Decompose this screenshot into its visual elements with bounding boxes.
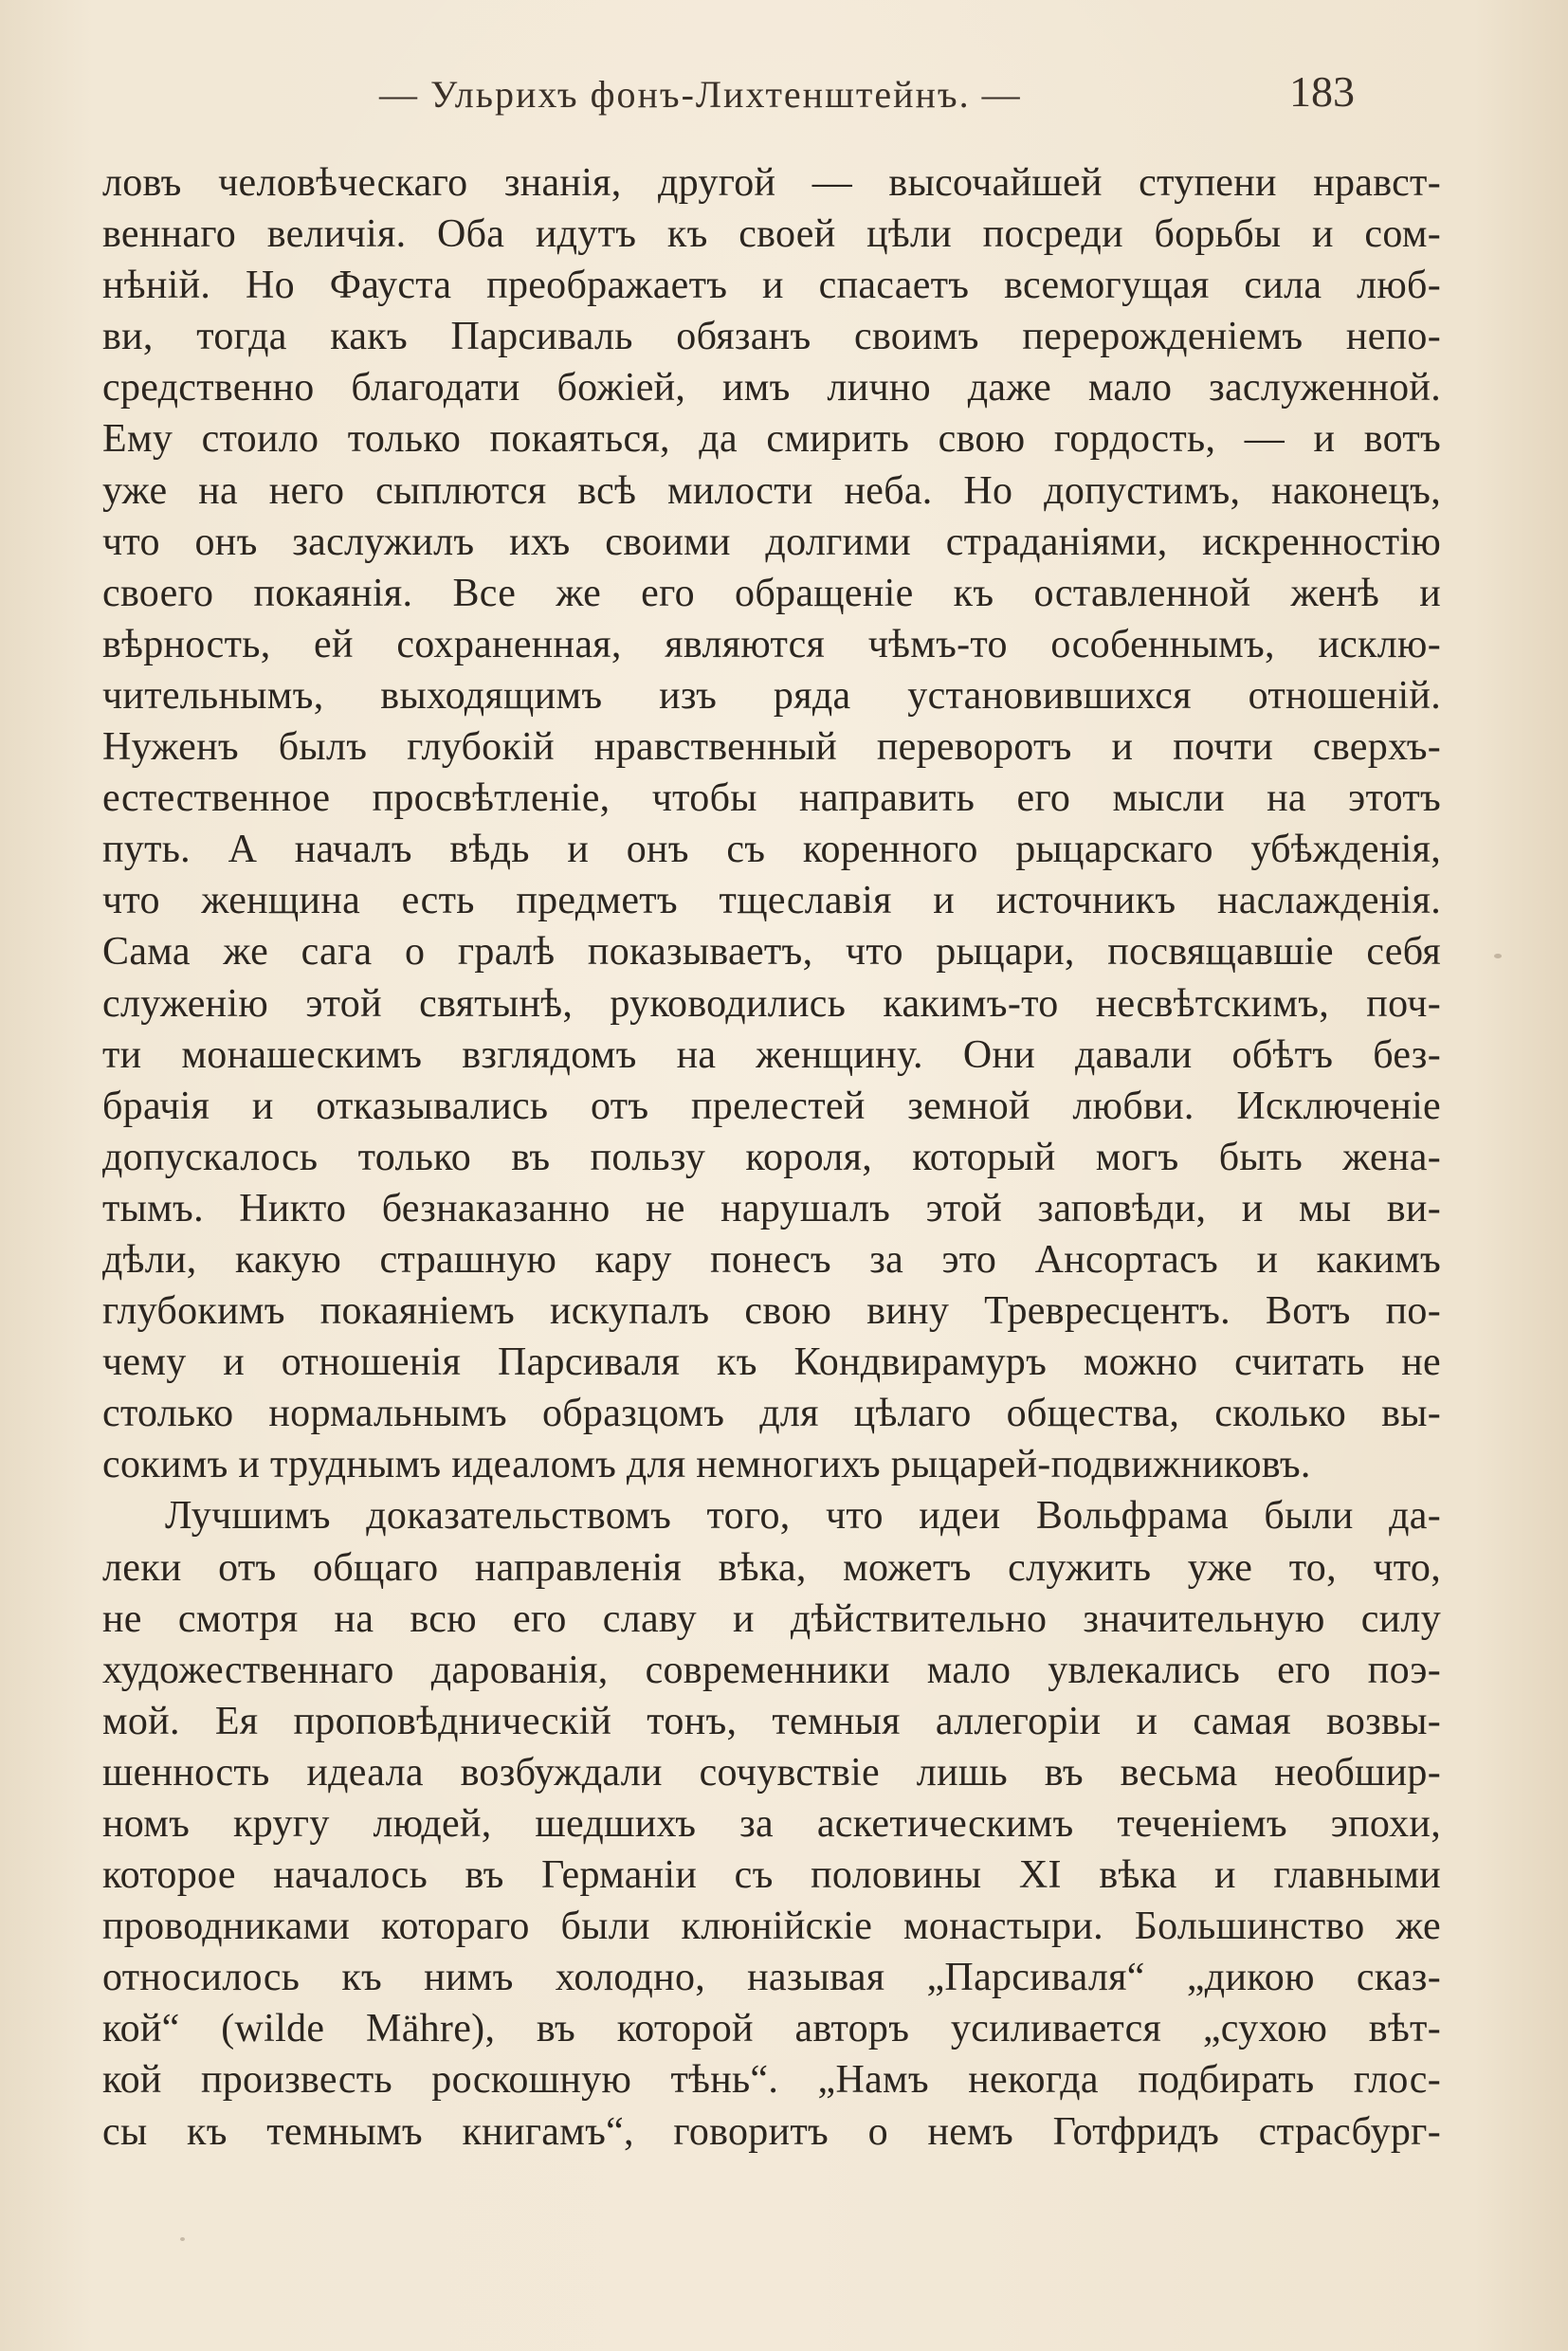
text-line: шенность идеала возбуждали сочувствіе лишь въ весьма необшир- xyxy=(102,1750,1441,1795)
text-line: Нуженъ былъ глубокій нравственный переворотъ и почти сверхъ- xyxy=(102,725,1441,770)
text-line: сокимъ и труднымъ идеаломъ для немногихъ рыцарей-подвижниковъ. xyxy=(102,1443,1311,1487)
text-line: столько нормальнымъ образцомъ для цѣлаго общества, сколько вы- xyxy=(102,1392,1441,1436)
text-line: естественное просвѣтленіе, чтобы направить его мысли на этотъ xyxy=(102,776,1441,821)
page-number: 183 xyxy=(1289,67,1355,116)
text-line: ви, тогда какъ Парсиваль обязанъ своимъ перерожденіемъ непо- xyxy=(102,315,1441,359)
text-line: брачія и отказывались отъ прелестей земной любви. Исключеніе xyxy=(102,1084,1441,1128)
text-line: проводниками котораго были клюнійскіе монастыри. Большинство же xyxy=(102,1904,1441,1949)
body-text xyxy=(102,157,1441,2158)
text-line: тымъ. Никто безнаказанно не нарушалъ этой заповѣди, и мы ви- xyxy=(102,1186,1441,1230)
text-line: допускалось только въ пользу короля, который могъ быть жена- xyxy=(102,1135,1441,1179)
text-line: вѣрность, ей сохраненная, являются чѣмъ-то особеннымъ, исклю- xyxy=(102,622,1441,666)
text-line: номъ кругу людей, шедшихъ за аскетическимъ теченіемъ эпохи, xyxy=(102,1802,1441,1846)
running-title: — Ульрихъ фонъ-Лихтенштейнъ. — xyxy=(379,73,1022,116)
text-line: которое началось въ Германіи съ половины XI вѣка и главными xyxy=(102,1853,1441,1898)
text-line: глубокимъ покаяніемъ искупалъ свою вину Тревреcцентъ. Вотъ по- xyxy=(102,1289,1441,1334)
text-line: леки отъ общаго направленія вѣка, можетъ служить уже то, что, xyxy=(102,1545,1441,1590)
page-header xyxy=(0,66,1568,123)
text-line: мой. Ея проповѣдническій тонъ, темныя аллегоріи и самая возвы- xyxy=(102,1699,1441,1743)
text-line: что женщина есть предметъ тщеславія и источникъ наслажденія. xyxy=(102,879,1441,923)
text-line: уже на него сыплются всѣ милости неба. Но допустимъ, наконецъ, xyxy=(102,468,1441,513)
paper-speck xyxy=(1494,954,1502,958)
paper-speck xyxy=(180,2237,185,2241)
text-line: кой“ (wilde Mähre), въ которой авторъ усиливается „сухою вѣт- xyxy=(102,2007,1441,2051)
text-line: Ему стоило только покаяться, да смирить свою гордость, — и вотъ xyxy=(102,417,1441,462)
text-line: Сама же сага о гралѣ показываетъ, что рыцари, посвящавшіе себя xyxy=(102,930,1441,975)
text-line: дѣли, какую страшную кару понесъ за это Ансортасъ и какимъ xyxy=(102,1237,1441,1282)
text-line: художественнаго дарованія, современники мало увлекались его поэ- xyxy=(102,1648,1441,1692)
text-line: относилось къ нимъ холодно, называя „Парсиваля“ „дикою сказ- xyxy=(102,1956,1441,2000)
text-line: не смотря на всю его славу и дѣйствительно значительную силу xyxy=(102,1596,1441,1641)
text-line: средственно благодати божіей, имъ лично даже мало заслуженной. xyxy=(102,366,1441,410)
text-line: сы къ темнымъ книгамъ“, говоритъ о немъ Готфридъ страсбург- xyxy=(102,2109,1441,2154)
text-line: служенію этой святынѣ, руководились какимъ-то несвѣтскимъ, поч- xyxy=(102,981,1441,1026)
text-line: чительнымъ, выходящимъ изъ ряда установившихся отношеній. xyxy=(102,673,1441,718)
paragraph-first-line: Лучшимъ доказательствомъ того, что идеи Вольфрама были да- xyxy=(165,1494,1441,1539)
text-line: веннаго величія. Оба идутъ къ своей цѣли посреди борьбы и сом- xyxy=(102,212,1441,257)
text-line: чему и отношенія Парсиваля къ Кондвирамуръ можно считать не xyxy=(102,1340,1441,1385)
text-line: путь. А началъ вѣдь и онъ съ коренного рыцарскаго убѣжденія, xyxy=(102,828,1441,872)
text-line: своего покаянія. Все же его обращеніе къ оставленной женѣ и xyxy=(102,571,1441,615)
text-line: ти монашескимъ взглядомъ на женщину. Они давали обѣтъ без- xyxy=(102,1032,1441,1077)
text-line: что онъ заслужилъ ихъ своими долгими страданіями, искренностію xyxy=(102,519,1441,564)
text-line: нѣній. Но Фауста преображаетъ и спасаетъ всемогущая сила люб- xyxy=(102,264,1441,308)
text-line: кой произвесть роскошную тѣнь“. „Намъ некогда подбирать глос- xyxy=(102,2058,1441,2103)
text-line: ловъ человѣческаго знанія, другой — высочайшей ступени нравст- xyxy=(102,161,1441,205)
